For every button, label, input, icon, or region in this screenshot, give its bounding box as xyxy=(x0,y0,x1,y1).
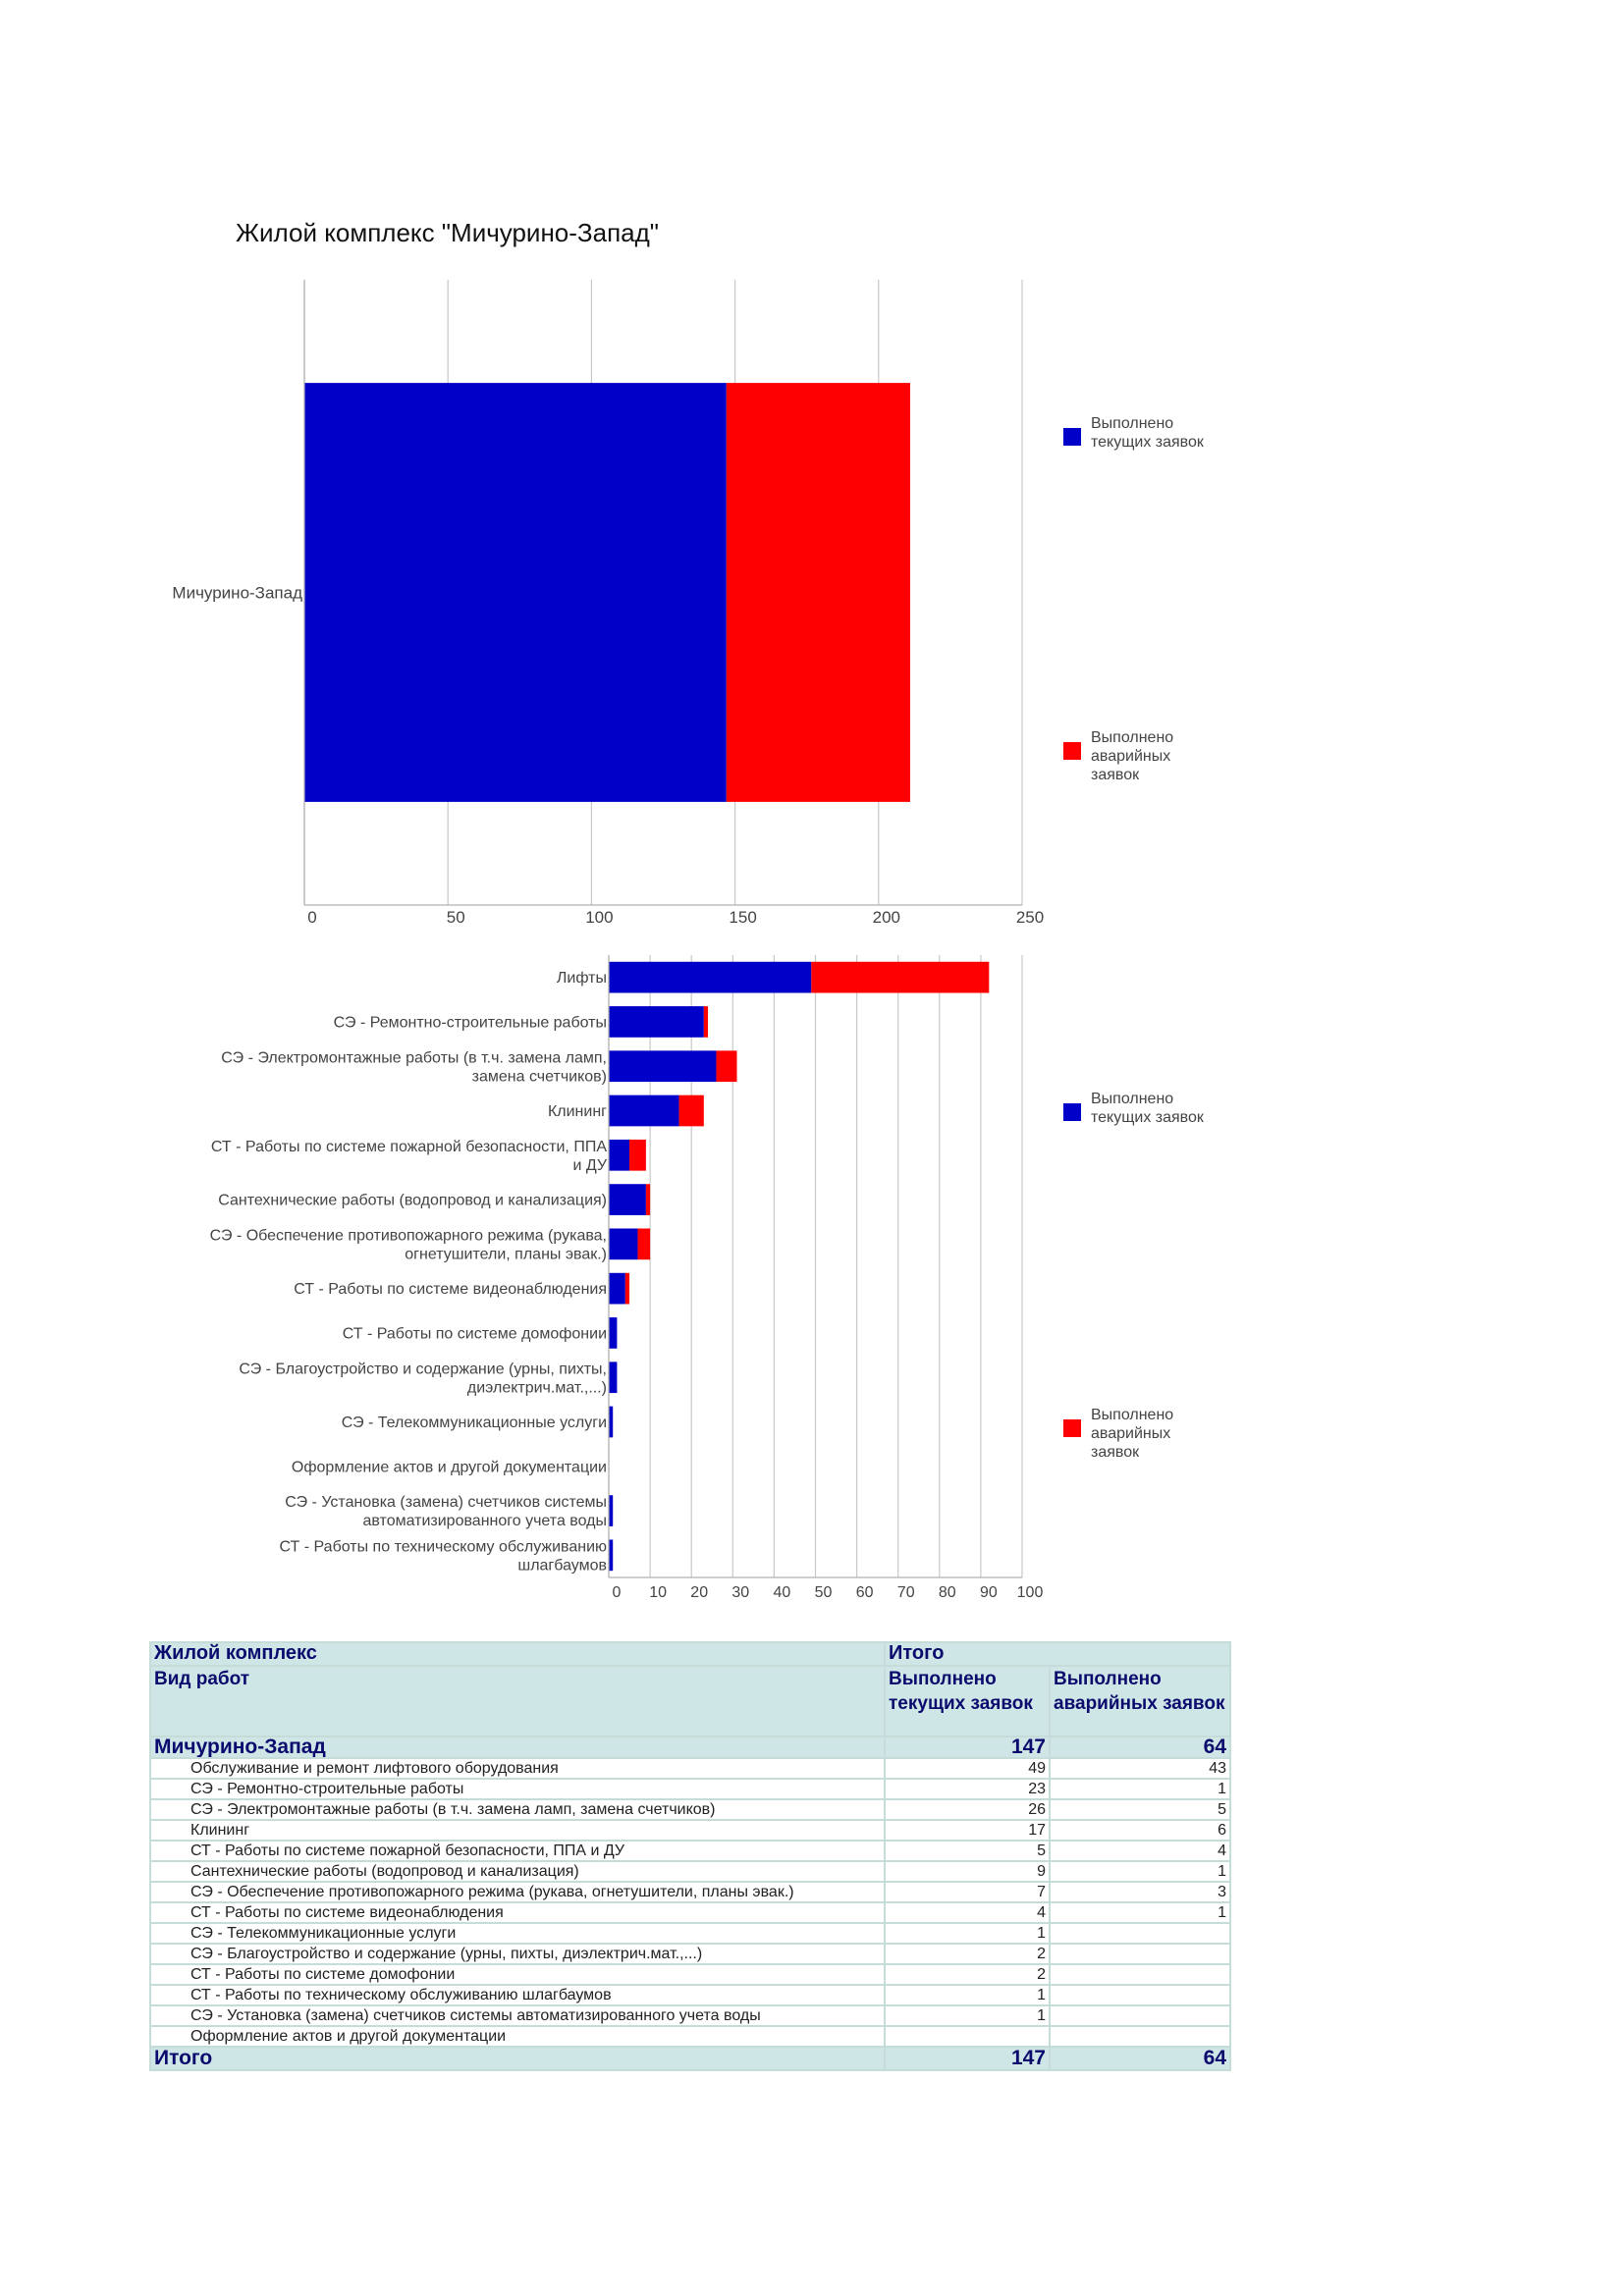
table-row xyxy=(150,1944,1230,1964)
row-emergency: 1 xyxy=(1050,1902,1230,1923)
row-current: 17 xyxy=(885,1820,1050,1841)
group-current: 147 xyxy=(885,1736,1050,1758)
x-tick-label: 100 xyxy=(1016,1584,1044,1601)
table-header-row-2 xyxy=(150,1666,1230,1736)
row-work-type: Клининг xyxy=(150,1820,885,1841)
category-label: СТ - Работы по системе пожарной безопасности, ППА xyxy=(210,1138,607,1155)
bar-emergency xyxy=(637,1229,650,1260)
x-tick-label: 0 xyxy=(307,908,317,927)
row-current: 49 xyxy=(885,1758,1050,1779)
table-row xyxy=(150,1758,1230,1779)
row-emergency xyxy=(1050,1944,1230,1964)
row-emergency: 43 xyxy=(1050,1758,1230,1779)
bar-emergency xyxy=(811,962,989,993)
table-header-row-1 xyxy=(150,1642,1230,1666)
category-label: замена счетчиков) xyxy=(471,1068,607,1086)
table-row xyxy=(150,1799,1230,1820)
legend-label: Выполнено xyxy=(1091,729,1174,746)
header-complex: Жилой комплекс xyxy=(150,1642,885,1666)
x-tick-label: 70 xyxy=(896,1584,915,1601)
row-work-type: Сантехнические работы (водопровод и канализация) xyxy=(150,1861,885,1882)
row-emergency: 6 xyxy=(1050,1820,1230,1841)
row-current: 1 xyxy=(885,2005,1050,2026)
group-row xyxy=(150,1736,1230,1758)
bar-emergency xyxy=(716,1050,736,1082)
row-work-type: СТ - Работы по техническому обслуживанию шлагбаумов xyxy=(150,1985,885,2005)
total-emergency: 64 xyxy=(1050,2047,1230,2070)
table-row xyxy=(150,1964,1230,1985)
x-tick-label: 20 xyxy=(690,1584,709,1601)
category-label: СТ - Работы по техническому обслуживанию xyxy=(279,1538,607,1556)
row-current: 23 xyxy=(885,1779,1050,1799)
table-row xyxy=(150,1923,1230,1944)
row-emergency: 1 xyxy=(1050,1861,1230,1882)
row-work-type: СЭ - Обеспечение противопожарного режима (рукава, огнетушители, планы эвак.) xyxy=(150,1882,885,1902)
bar-current xyxy=(609,1273,625,1305)
table-row xyxy=(150,1985,1230,2005)
row-work-type: СЭ - Установка (замена) счетчиков системы автоматизированного учета воды xyxy=(150,2005,885,2026)
bar-current xyxy=(609,1006,704,1038)
category-label: СЭ - Ремонтно-строительные работы xyxy=(333,1014,607,1032)
x-tick-label: 60 xyxy=(855,1584,874,1601)
category-label: Клининг xyxy=(547,1103,607,1121)
bar-current xyxy=(609,1140,629,1171)
row-work-type: СЭ - Благоустройство и содержание (урны, пихты, диэлектрич.мат.,...) xyxy=(150,1944,885,1964)
row-current: 7 xyxy=(885,1882,1050,1902)
row-work-type: Обслуживание и ремонт лифтового оборудования xyxy=(150,1758,885,1779)
report-table xyxy=(149,1641,1231,2071)
row-emergency: 4 xyxy=(1050,1841,1230,1861)
table-row xyxy=(150,1861,1230,1882)
row-current xyxy=(885,2026,1050,2047)
legend-label: Выполнено xyxy=(1091,1407,1174,1423)
row-emergency: 3 xyxy=(1050,1882,1230,1902)
page-title: Жилой комплекс "Мичурино-Запад" xyxy=(236,218,660,247)
category-label: Лифты xyxy=(556,970,607,988)
bar-current xyxy=(609,1095,679,1127)
row-emergency xyxy=(1050,1985,1230,2005)
legend-swatch-emergency xyxy=(1063,1419,1081,1437)
category-label: СТ - Работы по системе домофонии xyxy=(342,1325,607,1343)
bar-emergency xyxy=(646,1184,650,1215)
category-label: СЭ - Электромонтажные работы (в т.ч. замена ламп, xyxy=(221,1049,607,1067)
total-current: 147 xyxy=(885,2047,1050,2070)
row-emergency xyxy=(1050,2005,1230,2026)
category-label: диэлектрич.мат.,...) xyxy=(466,1379,607,1397)
x-tick-label: 90 xyxy=(980,1584,998,1601)
bar-current xyxy=(609,1540,613,1572)
category-label: СЭ - Благоустройство и содержание (урны, пихты, xyxy=(239,1361,607,1378)
x-tick-label: 150 xyxy=(729,908,757,927)
header-total: Итого xyxy=(885,1642,1230,1666)
table-row xyxy=(150,2026,1230,2047)
category-label: СЭ - Телекоммуникационные услуги xyxy=(341,1415,607,1432)
total-label: Итого xyxy=(150,2047,885,2070)
row-work-type: СТ - Работы по системе домофонии xyxy=(150,1964,885,1985)
header-col-emergency: Выполнено аварийных заявок xyxy=(1050,1666,1230,1736)
row-work-type: СЭ - Электромонтажные работы (в т.ч. замена ламп, замена счетчиков) xyxy=(150,1799,885,1820)
row-work-type: СТ - Работы по системе пожарной безопасности, ППА и ДУ xyxy=(150,1841,885,1861)
row-current: 9 xyxy=(885,1861,1050,1882)
legend-label: текущих заявок xyxy=(1091,1109,1204,1126)
x-tick-label: 30 xyxy=(731,1584,750,1601)
legend-label: заявок xyxy=(1091,767,1140,783)
row-current: 26 xyxy=(885,1799,1050,1820)
bar-emergency xyxy=(625,1273,629,1305)
table-row xyxy=(150,1882,1230,1902)
legend-label: заявок xyxy=(1091,1444,1140,1461)
legend-label: Выполнено xyxy=(1091,1091,1174,1107)
table-row xyxy=(150,1841,1230,1861)
legend-swatch-current xyxy=(1063,1103,1081,1121)
row-current: 1 xyxy=(885,1923,1050,1944)
category-label: огнетушители, планы эвак.) xyxy=(405,1246,607,1263)
bar-emergency xyxy=(704,1006,708,1038)
category-label: СТ - Работы по системе видеонаблюдения xyxy=(294,1281,607,1299)
bar-current xyxy=(609,1317,617,1349)
x-tick-label: 40 xyxy=(773,1584,791,1601)
bar-current xyxy=(609,1229,637,1260)
category-label: Сантехнические работы (водопровод и канализация) xyxy=(218,1192,607,1209)
row-work-type: СЭ - Ремонтно-строительные работы xyxy=(150,1779,885,1799)
header-work-type: Вид работ xyxy=(150,1666,885,1736)
x-tick-label: 0 xyxy=(612,1584,622,1601)
group-name: Мичурино-Запад xyxy=(150,1736,885,1758)
row-work-type: СЭ - Телекоммуникационные услуги xyxy=(150,1923,885,1944)
x-tick-label: 200 xyxy=(872,908,900,927)
row-current: 4 xyxy=(885,1902,1050,1923)
row-emergency xyxy=(1050,1964,1230,1985)
category-label: СЭ - Обеспечение противопожарного режима (рукава, xyxy=(209,1227,607,1245)
table-row xyxy=(150,1820,1230,1841)
bar-current xyxy=(609,1184,646,1215)
category-label: и ДУ xyxy=(572,1156,607,1174)
x-tick-label: 50 xyxy=(814,1584,833,1601)
category-label: автоматизированного учета воды xyxy=(362,1513,607,1530)
category-label: Мичурино-Запад xyxy=(172,583,302,603)
bar-current xyxy=(609,1407,613,1438)
row-work-type: Оформление актов и другой документации xyxy=(150,2026,885,2047)
legend-label: текущих заявок xyxy=(1091,434,1204,451)
group-emergency: 64 xyxy=(1050,1736,1230,1758)
x-tick-label: 80 xyxy=(938,1584,956,1601)
header-col-current: Выполнено текущих заявок xyxy=(885,1666,1050,1736)
category-label: шлагбаумов xyxy=(517,1557,607,1575)
legend-label: аварийных xyxy=(1091,748,1171,765)
x-tick-label: 10 xyxy=(649,1584,667,1601)
row-emergency xyxy=(1050,1923,1230,1944)
row-current: 2 xyxy=(885,1944,1050,1964)
table-row xyxy=(150,2005,1230,2026)
row-emergency: 1 xyxy=(1050,1779,1230,1799)
bar-emergency xyxy=(679,1095,704,1127)
table-row xyxy=(150,1902,1230,1923)
category-label: СЭ - Установка (замена) счетчиков системы xyxy=(285,1494,607,1512)
row-work-type: СТ - Работы по системе видеонаблюдения xyxy=(150,1902,885,1923)
x-tick-label: 100 xyxy=(585,908,614,927)
row-current: 2 xyxy=(885,1964,1050,1985)
row-current: 1 xyxy=(885,1985,1050,2005)
row-emergency: 5 xyxy=(1050,1799,1230,1820)
x-tick-label: 50 xyxy=(446,908,465,927)
row-emergency xyxy=(1050,2026,1230,2047)
total-row xyxy=(150,2047,1230,2070)
bar-current xyxy=(609,962,811,993)
table-row xyxy=(150,1779,1230,1799)
bar-emergency xyxy=(629,1140,646,1171)
legend-label: аварийных xyxy=(1091,1425,1171,1442)
bar-current xyxy=(609,1362,617,1393)
bar-current xyxy=(609,1050,716,1082)
legend-label: Выполнено xyxy=(1091,415,1174,432)
row-current: 5 xyxy=(885,1841,1050,1861)
bar-current xyxy=(609,1495,613,1526)
x-tick-label: 250 xyxy=(1015,908,1045,927)
category-label: Оформление актов и другой документации xyxy=(291,1459,607,1476)
